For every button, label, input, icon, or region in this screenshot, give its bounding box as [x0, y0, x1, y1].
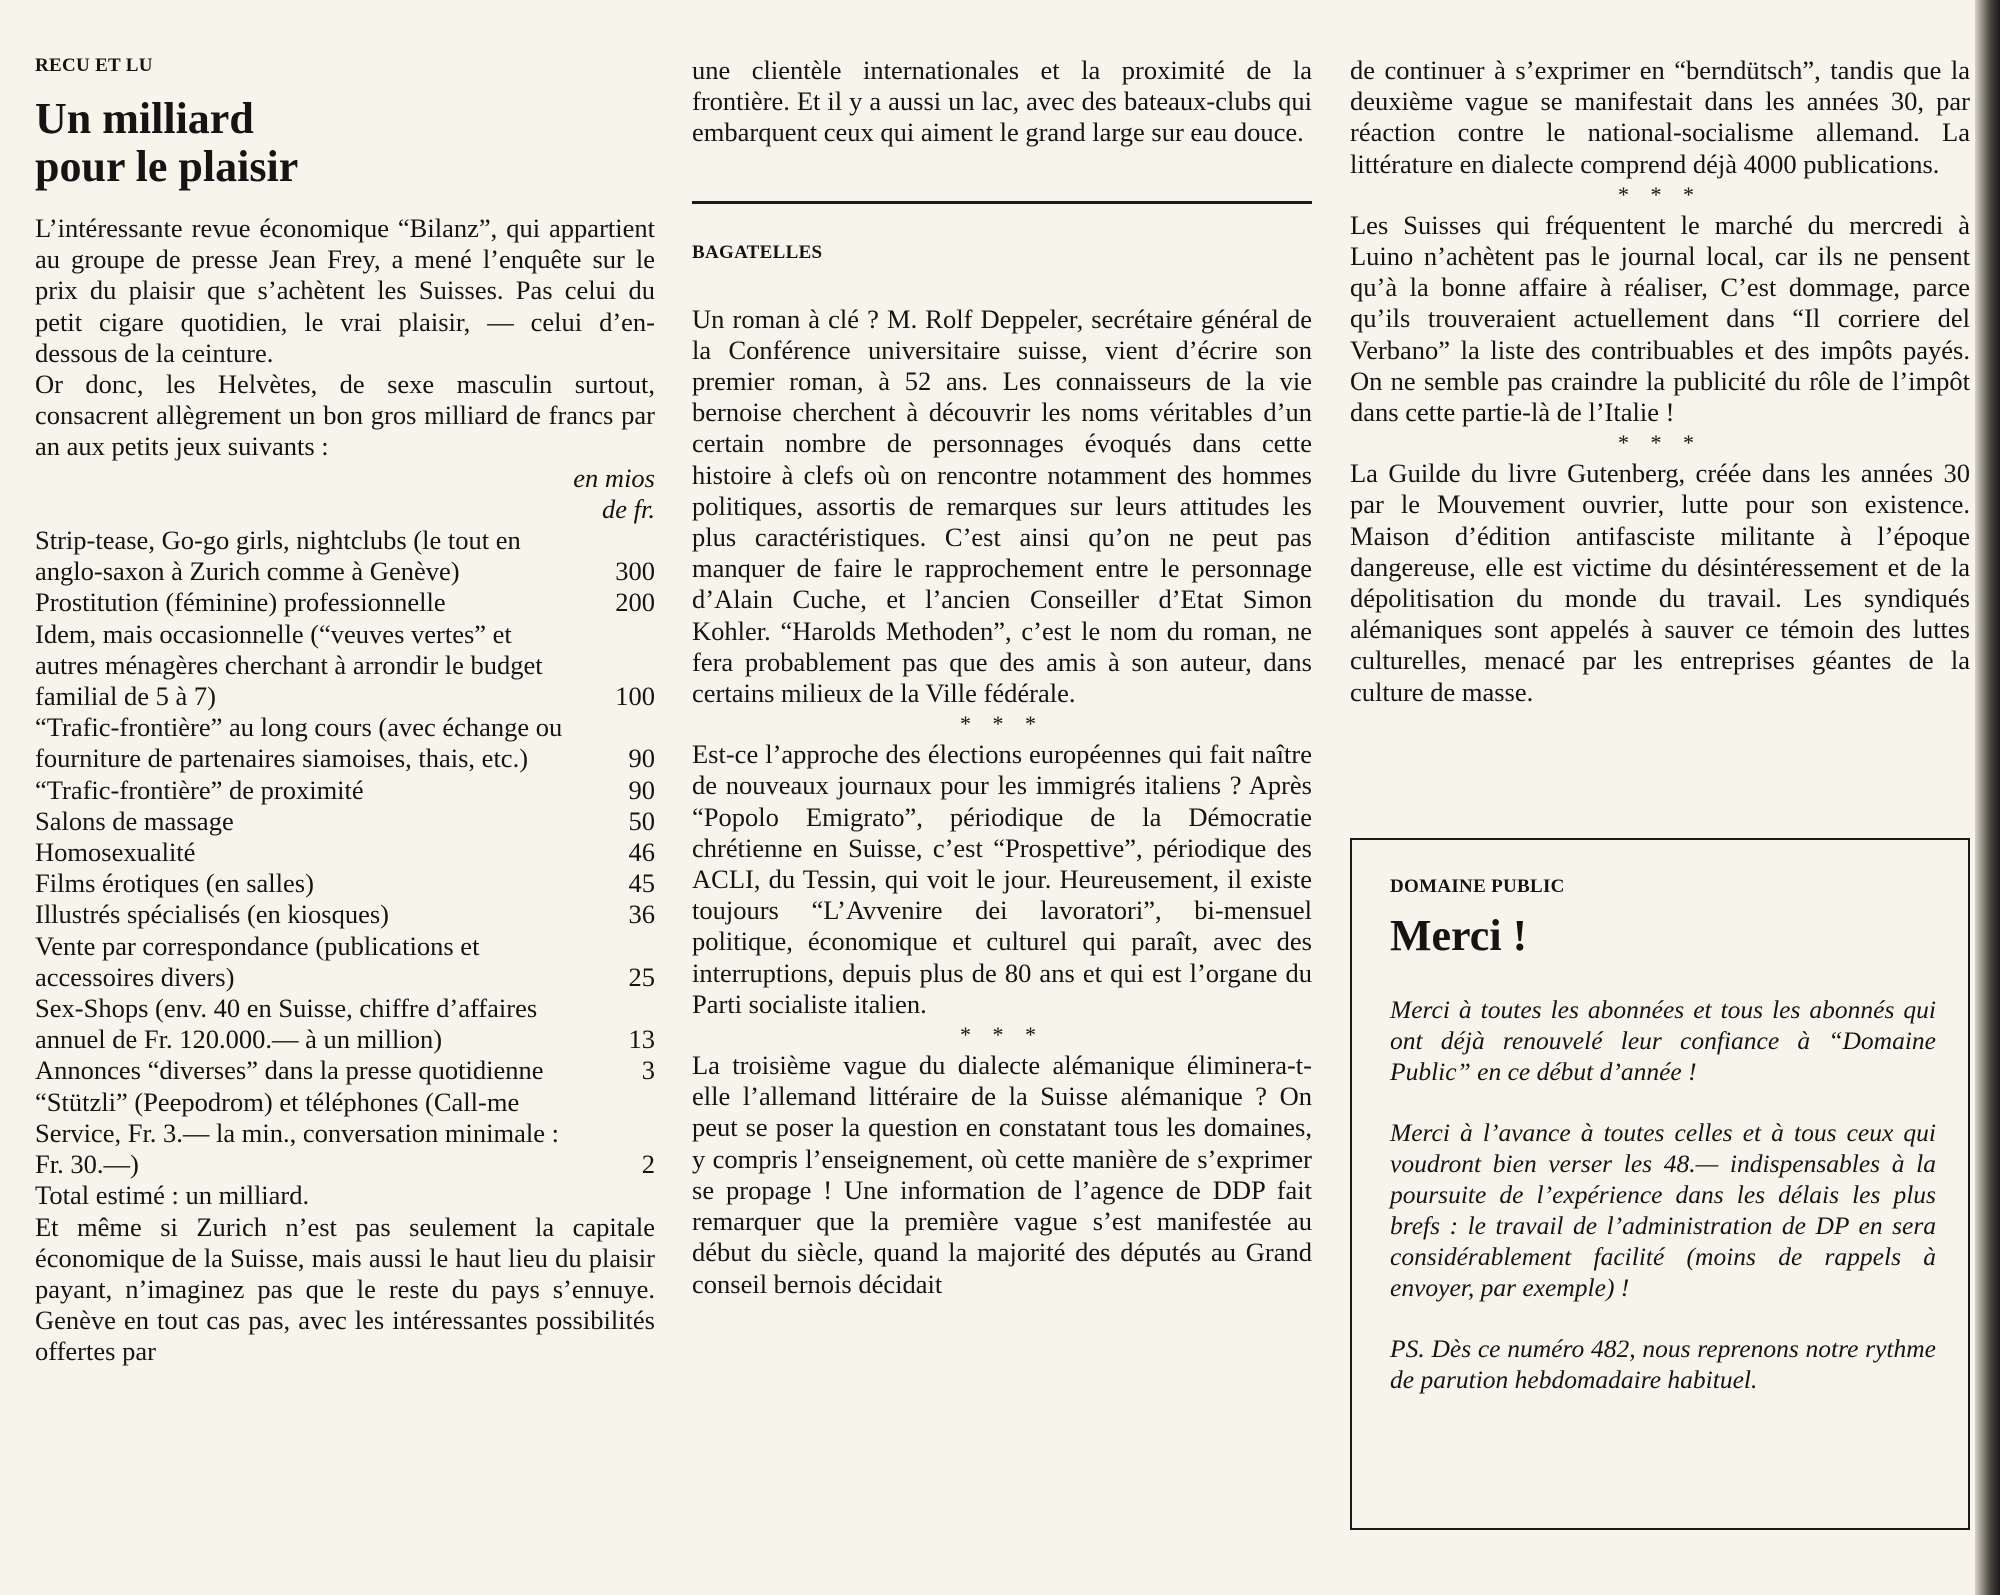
- column-2: [692, 55, 1312, 1300]
- table-row: [35, 525, 655, 587]
- notice-box: [1350, 838, 1970, 1530]
- row-label: “Stützli” (Peepodrom) et téléphones (Call-me Service, Fr. 3.— la min., conversation minimale : Fr. 30.—): [35, 1086, 560, 1180]
- notice-paragraph-2: Merci à l’avance à toutes celles et à tous ceux qui voudront bien verser les 48.— indispensables à la poursuite de l’expérience dans les délais les plus brefs : le travail de l’administration de DP en sera considérablement facilité (moins de rappels à envoyer, par exemple) !: [1390, 1118, 1936, 1302]
- row-value: 45: [628, 868, 655, 899]
- row-label: Films érotiques (en salles): [35, 868, 314, 899]
- table-row: [35, 993, 655, 1055]
- notice-headline: Merci !: [1390, 911, 1528, 960]
- bagatelle-paragraph-5: La Guilde du livre Gutenberg, créée dans les années 30 par le Mouvement ouvrier, lutte pour son existence. Maison d’édition antifasciste militante à l’époque dangereuse, elle est victime du désintéressement et de la dépolitisation du monde du travail. Les syndiqués alémaniques sont appelés à sauver ce témoin des luttes culturelles, menacé par les entreprises géantes de la culture de masse.: [1350, 458, 1970, 707]
- total-line: Total estimé : un milliard.: [35, 1180, 310, 1211]
- headline-line-2: pour le plaisir: [35, 142, 299, 191]
- table-row: [35, 619, 655, 713]
- continued-paragraph: de continuer à s’exprimer en “berndütsch”, tandis que la deuxième vague se manifestait dans les années 30, par réaction contre le national-socialisme allemand. La littérature en dialecte comprend déjà 4000 publications.: [1350, 55, 1970, 179]
- unit-label-2: de fr.: [602, 493, 655, 524]
- notice-paragraph-1: Merci à toutes les abonnées et tous les abonnés qui ont déjà renouvelé leur confiance à “Domaine Public” en ce début d’année !: [1390, 995, 1936, 1086]
- continued-paragraph: une clientèle internationales et la proximité de la frontière. Et il y a aussi un lac, avec des bateaux-clubs qui embarquent ceux qui aiment le grand large sur eau douce.: [692, 55, 1312, 148]
- column-3: [1350, 55, 1970, 708]
- table-row: [35, 899, 655, 930]
- row-label: Sex-Shops (env. 40 en Suisse, chiffre d’affaires annuel de Fr. 120.000.— à un million): [35, 993, 538, 1055]
- table-row: [35, 868, 655, 899]
- row-value: 3: [641, 1055, 655, 1086]
- unit-label-1: en mios: [573, 462, 655, 493]
- rubric-bagatelles: BAGATELLES: [692, 241, 823, 263]
- bagatelle-paragraph-2: Est-ce l’approche des élections européennes qui fait naître de nouveaux journaux pour les immigrés italiens ? Après “Popolo Emigrato”, périodique de la Démocratie chrétienne en Suisse, c’est “Prospettive”, périodique des ACLI, du Tessin, qui voit le jour. Heureusement, il existe toujours “L’Avvenire dei lavoratori”, bi-mensuel politique, économique et culturel qui paraît, avec des interruptions, depuis plus de 80 ans et qui est l’organe du Parti socialiste italien.: [692, 739, 1312, 1019]
- row-value: 25: [628, 961, 655, 992]
- rubric-domaine-public: DOMAINE PUBLIC: [1390, 876, 1565, 897]
- column-1: [35, 55, 655, 1368]
- table-row: [35, 1055, 655, 1086]
- bagatelle-paragraph-4: Les Suisses qui fréquentent le marché du mercredi à Luino n’achètent pas le journal local, car ils ne pensent qu’à la bonne affaire à réaliser, C’est dommage, parce qu’ils trouveraient actuellement dans “Il corriere del Verbano” la liste des contribuables et des impôts payés. On ne semble pas craindre la publicité du rôle de l’impôt dans cette partie-là de l’Italie !: [1350, 209, 1970, 428]
- row-value: 2: [641, 1149, 655, 1180]
- row-label: Prostitution (féminine) professionnelle: [35, 587, 446, 618]
- expense-table: [35, 525, 655, 1180]
- row-label: Homosexualité: [35, 837, 196, 868]
- table-row: [35, 775, 655, 806]
- row-label: Idem, mais occasionnelle (“veuves vertes” et autres ménagères cherchant à arrondir le budget familial de 5 à 7): [35, 618, 543, 712]
- intro-paragraph-2: Or donc, les Helvètes, de sexe masculin surtout, consacrent allègrement un bon gros milliard de francs par an aux petits jeux suivants :: [35, 369, 655, 462]
- separator-stars: * * *: [1618, 430, 1702, 456]
- row-label: “Trafic-frontière” au long cours (avec échange ou fourniture de partenaires siamoises, thais, etc.): [35, 712, 563, 774]
- row-value: 90: [628, 774, 655, 805]
- row-value: 90: [628, 743, 655, 774]
- separator-stars: * * *: [960, 711, 1044, 737]
- row-label: Annonces “diverses” dans la presse quotidienne: [35, 1055, 544, 1086]
- page-binding-edge: [1975, 0, 2000, 1595]
- table-row: [35, 712, 655, 774]
- row-value: 13: [628, 1024, 655, 1055]
- row-value: 36: [628, 899, 655, 930]
- outro-paragraph: Et même si Zurich n’est pas seulement la capitale économique de la Suisse, mais aussi le haut lieu du plaisir payant, n’imaginez pas que le reste du pays s’ennuye. Genève en tout cas pas, avec les intéressantes possibilités offertes par: [35, 1211, 655, 1367]
- row-value: 300: [615, 556, 655, 587]
- row-label: Salons de massage: [35, 805, 234, 836]
- row-label: Vente par correspondance (publications et accessoires divers): [35, 930, 480, 992]
- row-value: 100: [615, 681, 655, 712]
- headline-line-1: Un milliard: [35, 94, 254, 143]
- row-label: Illustrés spécialisés (en kiosques): [35, 899, 389, 930]
- table-row: [35, 1087, 655, 1181]
- rubric-recu-et-lu: RECU ET LU: [35, 55, 153, 76]
- separator-stars: * * *: [1618, 181, 1702, 207]
- row-value: 46: [628, 837, 655, 868]
- row-value: 50: [628, 805, 655, 836]
- row-label: “Trafic-frontière” de proximité: [35, 774, 364, 805]
- table-row: [35, 806, 655, 837]
- table-row: [35, 837, 655, 868]
- table-row: [35, 931, 655, 993]
- intro-paragraph-1: L’intéressante revue économique “Bilanz”, qui appartient au groupe de presse Jean Frey, a mené l’enquête sur le prix du plaisir que s’achètent les Suisses. Pas celui du petit cigare quotidien, le vrai plaisir, — celui d’en-dessous de la ceinture.: [35, 213, 655, 368]
- separator-stars: * * *: [960, 1022, 1044, 1048]
- notice-paragraph-3: PS. Dès ce numéro 482, nous reprenons notre rythme de parution hebdomadaire habituel.: [1390, 1334, 1936, 1394]
- row-label: Strip-tease, Go-go girls, nightclubs (le tout en anglo-saxon à Zurich comme à Genève): [35, 525, 521, 587]
- row-value: 200: [615, 587, 655, 618]
- bagatelle-paragraph-1: Un roman à clé ? M. Rolf Deppeler, secrétaire général de la Conférence universitaire suisse, vient d’écrire son premier roman, à 52 ans. Les connaisseurs de la vie bernoise cherchent à découvrir les noms véritables d’un certain nombre de personnages évoqués dans cette histoire à clefs où on rencontre notamment des hommes politiques, assortis de remarques sur leurs attitudes les plus caractéristiques. C’est ainsi qu’on ne peut pas manquer de faire le rapprochement entre le personnage d’Alain Cuche, et l’ancien Conseiller d’Etat Simon Kohler. “Harolds Methoden”, c’est le nom du roman, ne fera probablement pas que des amis à son auteur, dans certains milieux de la Ville fédérale.: [692, 303, 1312, 709]
- bagatelle-paragraph-3: La troisième vague du dialecte alémanique éliminera-t-elle l’allemand littéraire de la Suisse alémanique ? On peut se poser la question en constatant tous les domaines, y compris l’enseignement, où cette manière de s’exprimer se propage ! Une information de l’agence de DDP fait remarquer que la première vague s’est manifestée au début du siècle, quand la majorité des députés au Grand conseil bernois décidait: [692, 1050, 1312, 1299]
- table-row: [35, 587, 655, 618]
